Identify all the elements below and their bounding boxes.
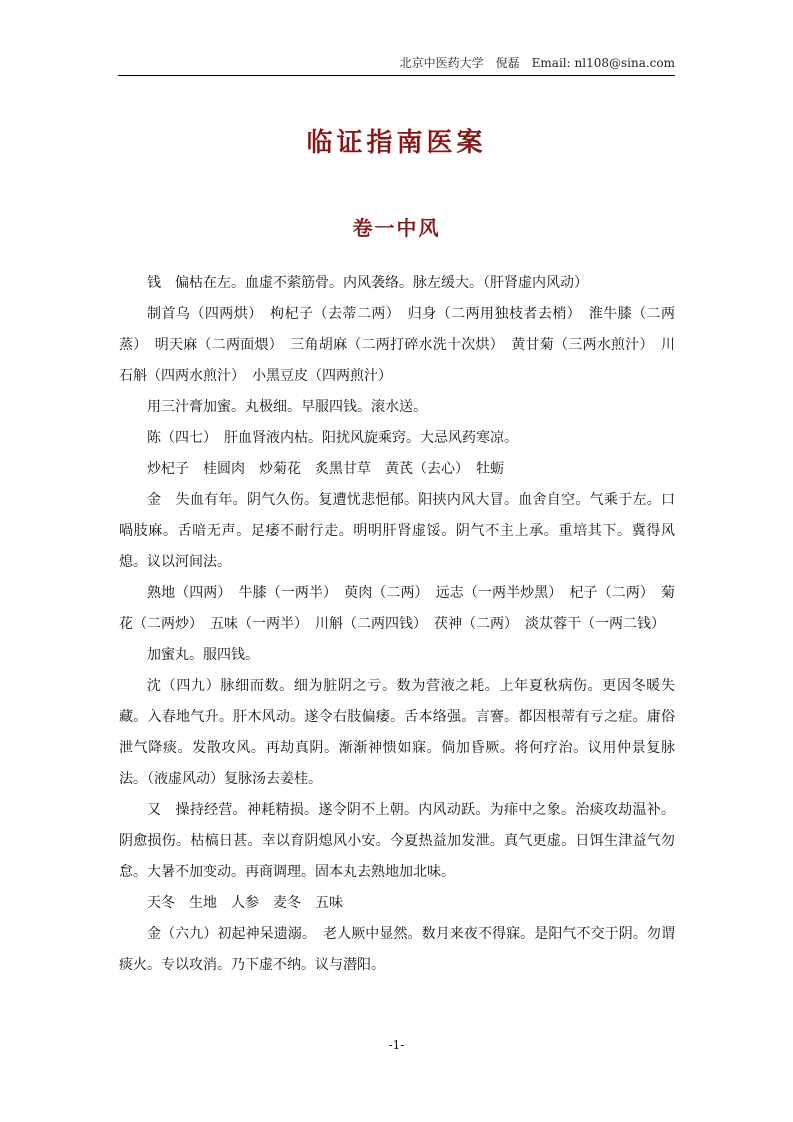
paragraph: 沈（四九）脉细而数。细为脏阴之亏。数为营液之耗。上年夏秋病伤。更因冬暖失藏。入春地气升。肝木风动。遂令右肢偏痿。舌本络强。言謇。都因根蒂有亏之症。庸俗泄气降痰。发散攻风。再劫真阴。渐渐神愦如寐。倘加昏厥。将何疗治。议用仲景复脉法。（液虚风动）复脉汤去姜桂。 (119, 678, 675, 787)
page-number: -1- (388, 1038, 405, 1052)
paragraph: 天冬 生地 人参 麦冬 五味 (147, 895, 343, 911)
paragraph: 用三汁膏加蜜。丸极细。早服四钱。滚水送。 (147, 399, 427, 415)
page-header (118, 55, 675, 76)
document-title: 临证指南医案 (306, 128, 487, 158)
paragraph: 钱 偏枯在左。血虚不萦筋骨。内风袭络。脉左缓大。（肝肾虚内风动） (147, 275, 588, 291)
paragraph: 熟地（四两） 牛膝（一两半） 萸肉（二两） 远志（一两半炒黑） 杞子（二两） 菊花（二两炒） 五味（一两半） 川斛（二两四钱） 茯神（二两） 淡苁蓉干（一两二钱） (119, 585, 675, 632)
paragraph: 金（六九）初起神呆遗溺。 老人厥中显然。数月来夜不得寐。是阳气不交于阴。勿谓痰火。专以攻消。乃下虚不纳。议与潜阳。 (119, 926, 675, 973)
paragraph: 加蜜丸。服四钱。 (147, 647, 259, 663)
body-text (119, 268, 675, 981)
chapter-title: 卷一中风 (352, 216, 441, 240)
paragraph: 又 操持经营。神耗精损。遂令阴不上朝。内风动跃。为痱中之象。治痰攻劫温补。阴愈损伤。枯槁日甚。幸以育阴熄风小安。今夏热益加发泄。真气更虚。日饵生津益气勿怠。大暑不加变动。再商调理。固本丸去熟地加北味。 (119, 802, 675, 880)
paragraph: 陈（四七） 肝血肾液内枯。阳扰风旋乘窍。大忌风药寒凉。 (147, 430, 518, 446)
paragraph: 制首乌（四两烘） 枸杞子（去蒂二两） 归身（二两用独枝者去梢） 淮牛膝（二两蒸） 明天麻（二两面煨） 三角胡麻（二两打碎水洗十次烘） 黄甘菊（三两水煎汁） 川石斛（四两水煎汁） 小黑豆皮（四两煎汁） (119, 306, 675, 384)
paragraph: 炒杞子 桂圆肉 炒菊花 炙黑甘草 黄芪（去心） 牡蛎 (147, 461, 504, 477)
header-text: 北京中医药大学 倪磊 Email: nl108@sina.com (399, 56, 675, 70)
paragraph: 金 失血有年。阴气久伤。复遭忧悲悒郁。阳挟内风大冒。血舍自空。气乘于左。口喎肢麻。舌喑无声。足痿不耐行走。明明肝肾虚馁。阴气不主上承。重培其下。冀得风熄。议以河间法。 (119, 492, 675, 570)
